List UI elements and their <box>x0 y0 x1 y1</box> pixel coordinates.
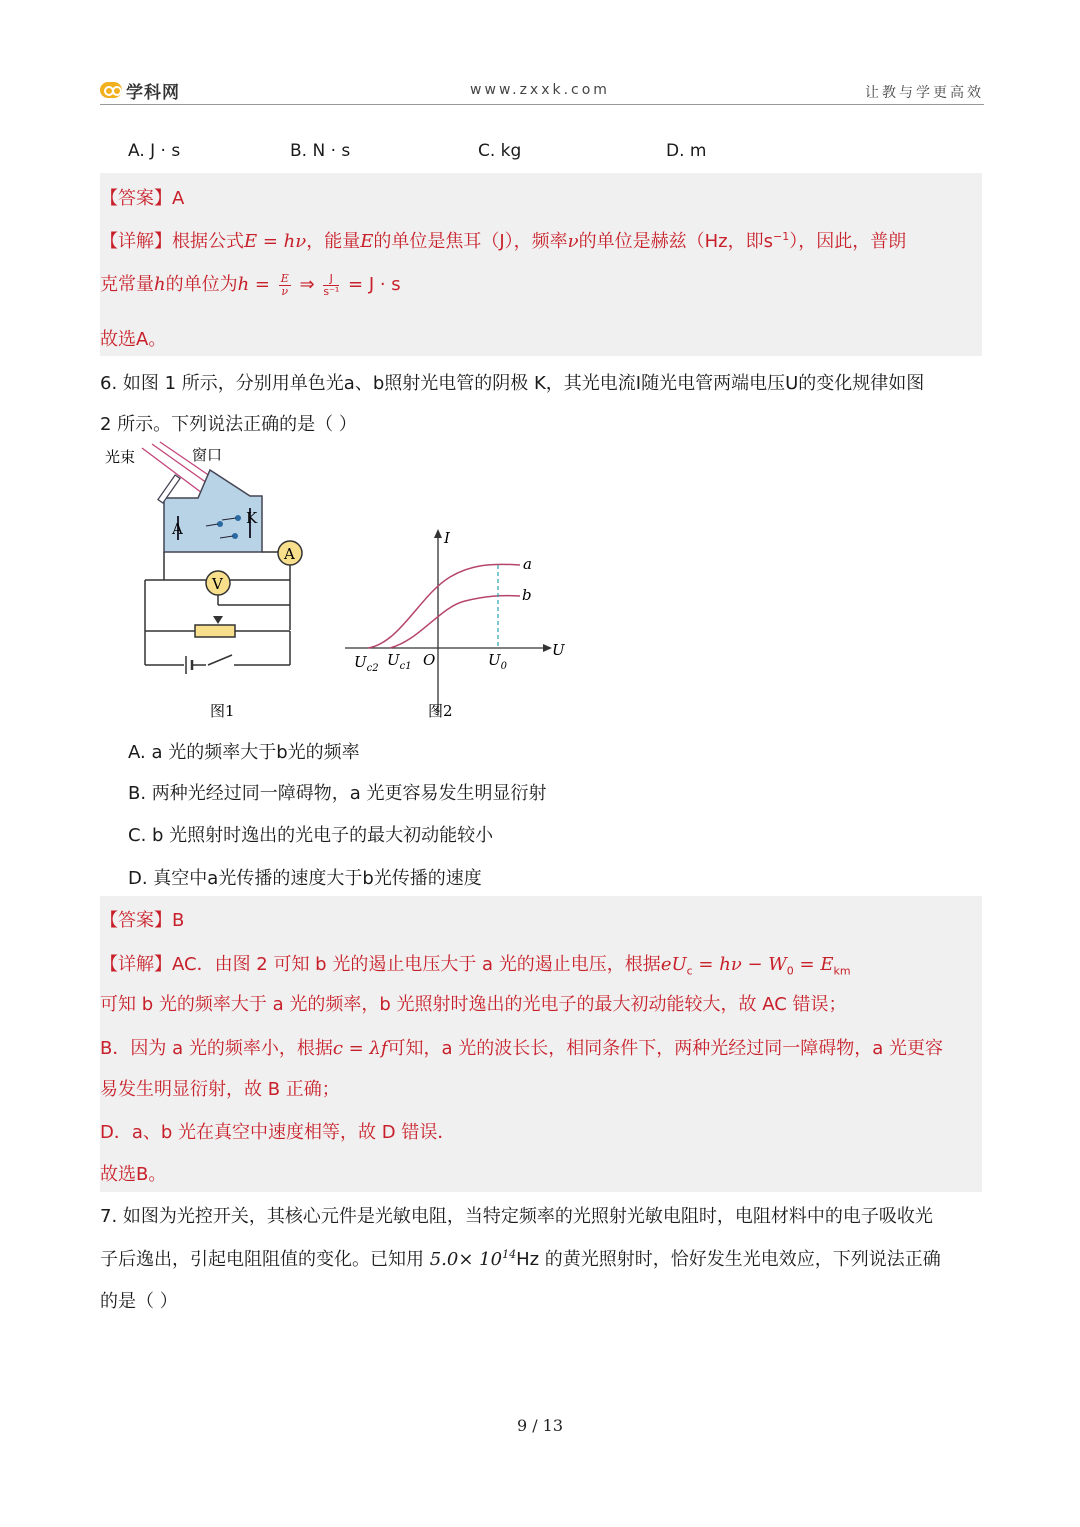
q5-option-d: D. m <box>666 141 707 161</box>
fraction-e-over-nu: $\frac{E}{\nu}$ <box>280 271 289 298</box>
q5-conclusion: 故选A。 <box>100 329 167 350</box>
q6-stem-line2: 2 所示。下列说法正确的是（ ） <box>100 414 357 435</box>
q6-answer: 【答案】B <box>100 910 185 931</box>
q7-stem-line2: 子后逸出，引起电阻阻值的变化。已知用 $5.0\times 10^{14}Hz$ 的黄光照射时，恰好发生光电效应，下列说法正确 <box>100 1248 941 1270</box>
site-logo <box>100 78 180 102</box>
u-axis-arrow <box>543 644 552 652</box>
logo-icon <box>100 82 122 98</box>
voltmeter-label: V <box>212 575 223 593</box>
q6-detail-line5: D．a、b 光在真空中速度相等，故 D 错误． <box>100 1122 456 1143</box>
q6-choice-d: D. 真空中a光传播的速度大于b光传播的速度 <box>128 868 482 889</box>
q6-choice-c: C. b 光照射时逸出的光电子的最大初动能较小 <box>128 825 494 846</box>
q6-detail-line2: 可知 b 光的频率大于 a 光的频率，b 光照射时逸出的光电子的最大初动能较大，故 AC 错误； <box>100 994 847 1015</box>
q5-answer: 【答案】A <box>100 188 185 209</box>
q6-conclusion: 故选B。 <box>100 1164 167 1185</box>
anode-label: A <box>172 520 183 538</box>
switch <box>208 655 232 665</box>
q5-detail-line1: 【详解】根据公式E = hν，能量E的单位是焦耳（J），频率ν的单位是赫兹（Hz，即$s^{-1}$），因此，普朗 <box>100 230 907 252</box>
q7-stem-line1: 7. 如图为光控开关，其核心元件是光敏电阻，当特定频率的光照射光敏电阻时，电阻材料中的电子吸收光 <box>100 1206 933 1227</box>
origin-label: O <box>423 651 436 669</box>
q5-answer-box <box>100 173 982 356</box>
figure1-circuit <box>100 440 320 730</box>
q6-choice-b: B. 两种光经过同一障碍物，a 光更容易发生明显衍射 <box>128 783 547 804</box>
fraction-j-over-s: $\frac{J}{\text{s⁻¹}}$ <box>323 271 340 298</box>
q6-detail-line1: 【详解】AC．由图 2 可知 b 光的遏止电压大于 a 光的遏止电压，根据$eU_c = h\nu - W_0 = E_{km}$ <box>100 954 851 978</box>
curve-a-label: a <box>523 555 532 573</box>
curve-a <box>368 564 520 648</box>
curve-b-label: b <box>522 586 532 604</box>
curve-b <box>390 596 520 648</box>
rheostat <box>195 625 235 637</box>
q6-choice-a: A. a 光的频率大于b光的频率 <box>128 742 360 763</box>
ammeter-label: A <box>284 545 295 563</box>
u-axis-label: U <box>552 641 565 659</box>
i-axis-arrow <box>434 529 442 538</box>
slider-arrow <box>213 616 223 624</box>
header-divider <box>100 104 984 105</box>
window-label: 窗口 <box>192 446 223 464</box>
q5-option-a: A. J · s <box>128 141 181 161</box>
uc1-label: $U_{c1}$ <box>387 651 412 672</box>
figure2-iu-graph <box>340 525 580 730</box>
q6-stem-line1: 6. 如图 1 所示，分别用单色光a、b照射光电管的阴极 K，其光电流I随光电管两端电压U的变化规律如图 <box>100 373 925 394</box>
beam-label: 光束 <box>105 448 136 466</box>
uc2-label: $U_{c2}$ <box>354 653 379 674</box>
q5-detail-line2: 克常量h的单位为h = $\frac{E}{\nu}$ ⇒ $\frac{J}{\text{s⁻¹}}$ = J · s <box>100 271 401 298</box>
q5-option-b: B. N · s <box>290 141 351 161</box>
figure2-caption: 图2 <box>428 702 453 720</box>
q6-detail-line3: B．因为 a 光的频率小，根据c = λf可知，a 光的波长长，相同条件下，两种光经过同一障碍物，a 光更容 <box>100 1038 944 1059</box>
header-slogan: 让教与学更高效 <box>865 85 984 101</box>
q7-stem-line3: 的是（ ） <box>100 1291 178 1312</box>
figure1-caption: 图1 <box>210 702 235 720</box>
q6-detail-line4: 易发生明显衍射，故 B 正确； <box>100 1079 340 1100</box>
cathode-label: K <box>246 509 258 527</box>
header-url: www.zxxk.com <box>470 82 610 98</box>
u0-label: $U_0$ <box>488 651 508 672</box>
i-axis-label: I <box>444 529 450 547</box>
logo-text: 学科网 <box>126 82 180 103</box>
q5-option-c: C. kg <box>478 141 522 161</box>
page-number: 9 / 13 <box>516 1416 564 1435</box>
